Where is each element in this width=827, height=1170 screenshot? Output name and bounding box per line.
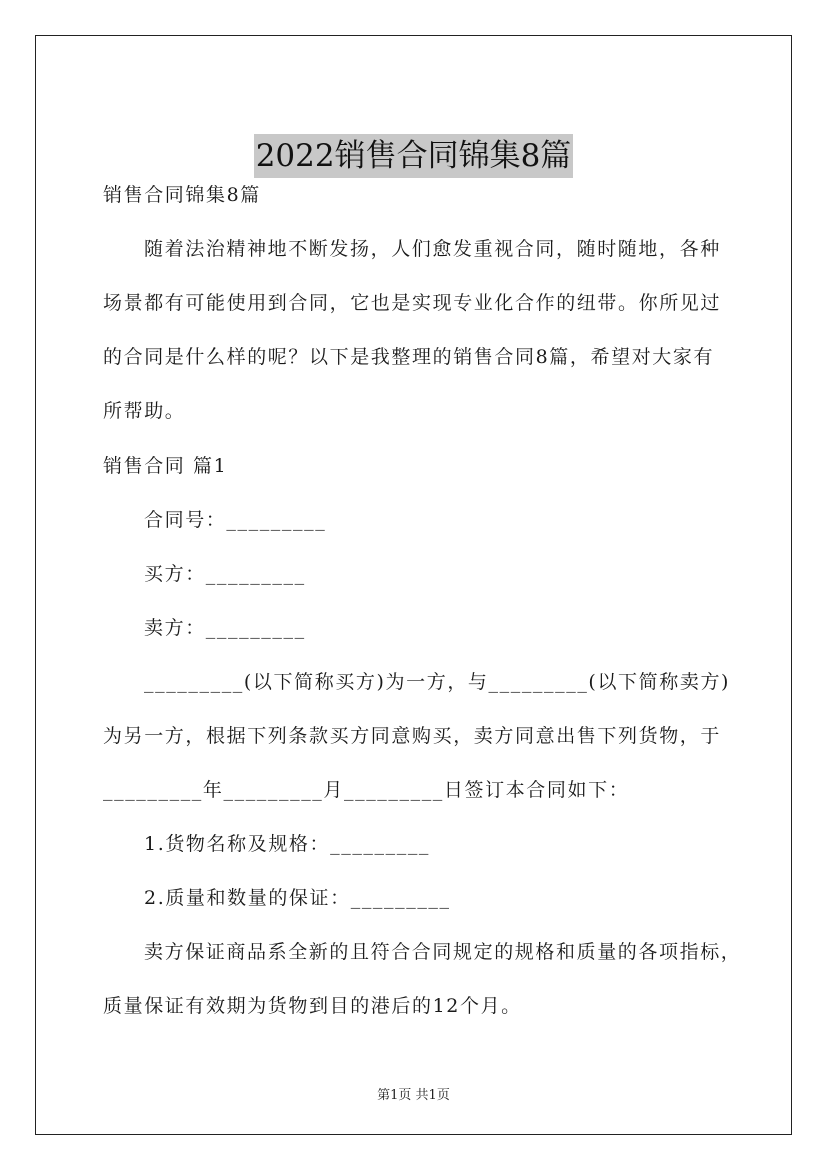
clause-line: 2.质量和数量的保证：_________ <box>144 887 451 909</box>
title-wrap <box>36 134 791 178</box>
paragraph-line: 所帮助。 <box>103 400 186 422</box>
paragraph-line: 卖方保证商品系全新的且符合合同规定的规格和质量的各项指标， <box>144 941 742 963</box>
paragraph-line: _________年_________月_________日签订本合同如下： <box>103 779 630 801</box>
document-page <box>35 35 792 1135</box>
paragraph-line: 场景都有可能使用到合同，它也是实现专业化合作的纽带。你所见过 <box>103 292 722 314</box>
section-heading: 销售合同 篇1 <box>103 455 228 477</box>
paragraph-line: 为另一方，根据下列条款买方同意购买，卖方同意出售下列货物，于 <box>103 725 722 747</box>
contract-number-field: 合同号：_________ <box>144 509 327 531</box>
paragraph-line: 随着法治精神地不断发扬，人们愈发重视合同，随时随地，各种 <box>144 238 721 260</box>
seller-field: 卖方：_________ <box>144 617 306 639</box>
document-title: 2022销售合同锦集8篇 <box>254 134 574 178</box>
paragraph-line: _________(以下简称买方)为一方，与_________(以下简称卖方) <box>144 671 731 693</box>
page-footer: 第1页 共1页 <box>377 1088 450 1103</box>
buyer-field: 买方：_________ <box>144 563 306 585</box>
doc-subtitle: 销售合同锦集8篇 <box>103 184 261 206</box>
paragraph-line: 的合同是什么样的呢？以下是我整理的销售合同8篇，希望对大家有 <box>103 346 715 368</box>
paragraph-line: 质量保证有效期为货物到目的港后的12个月。 <box>103 995 522 1017</box>
clause-line: 1.货物名称及规格：_________ <box>144 833 431 855</box>
